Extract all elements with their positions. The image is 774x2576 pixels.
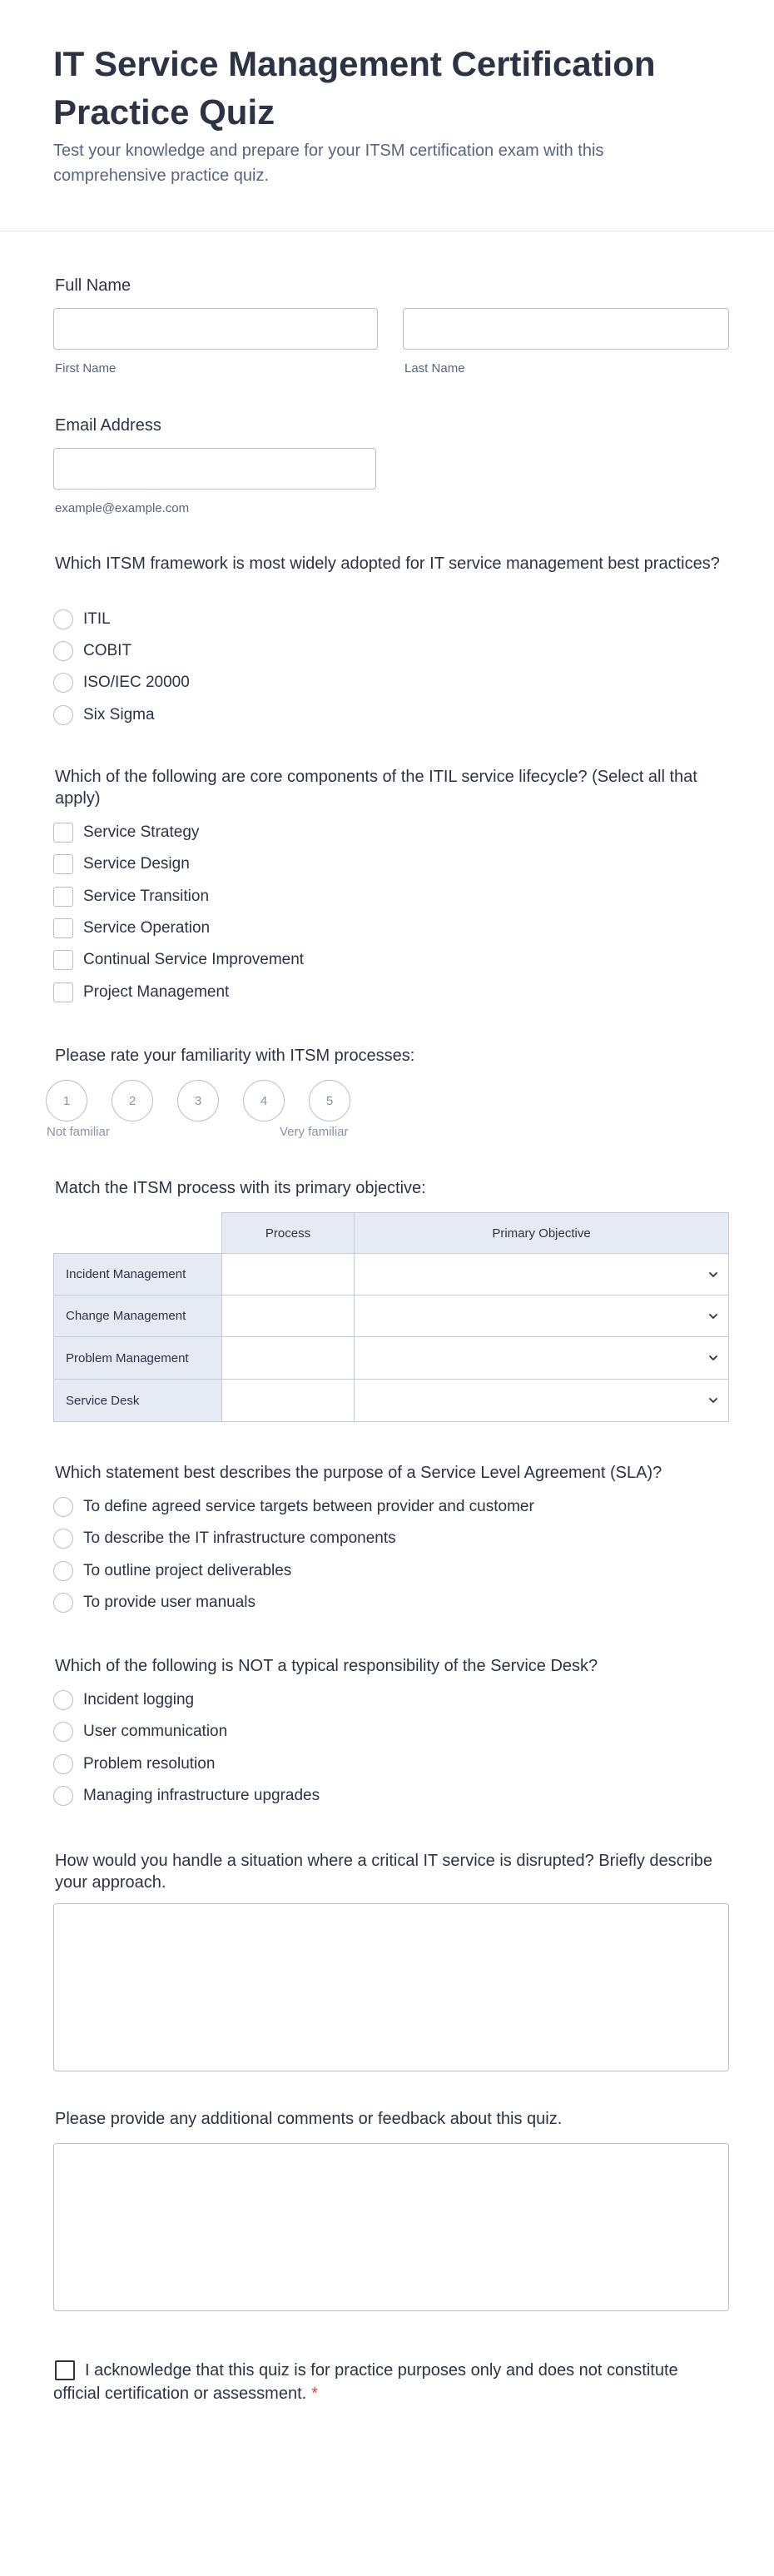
matrix-dropdown[interactable]: [354, 1295, 729, 1337]
radio-button[interactable]: [53, 705, 73, 725]
matrix-cell[interactable]: [221, 1253, 355, 1295]
radio-option-label: Problem resolution: [83, 1755, 216, 1773]
rating-option-5[interactable]: 5: [309, 1080, 350, 1121]
question-sla-label: Which statement best describes the purpose of a Service Level Agreement (SLA)?: [55, 1464, 662, 1482]
checkbox-option-label: Service Operation: [83, 919, 211, 937]
full-name-label: Full Name: [55, 276, 131, 295]
checkbox-option[interactable]: [53, 885, 209, 908]
checkbox-option-label: Project Management: [83, 983, 230, 1001]
last-name-sublabel: Last Name: [404, 361, 465, 375]
matrix-dropdown[interactable]: [354, 1379, 729, 1422]
email-label: Email Address: [55, 416, 161, 435]
matrix-dropdown[interactable]: [354, 1253, 729, 1295]
required-mark: *: [311, 2385, 318, 2403]
email-sublabel: example@example.com: [55, 501, 190, 515]
form-header: [0, 0, 774, 231]
radio-option[interactable]: [53, 1559, 291, 1583]
checkbox[interactable]: [53, 918, 73, 938]
checkbox-option[interactable]: [53, 917, 210, 940]
radio-option-label: Six Sigma: [83, 706, 155, 724]
radio-button[interactable]: [53, 1690, 73, 1710]
radio-button[interactable]: [53, 1722, 73, 1742]
matrix-cell[interactable]: [221, 1336, 355, 1380]
radio-button[interactable]: [53, 1529, 73, 1549]
radio-option[interactable]: [53, 639, 131, 663]
radio-button[interactable]: [53, 1754, 73, 1774]
checkbox[interactable]: [53, 950, 73, 970]
question-framework-label: Which ITSM framework is most widely adopted for IT service management best practices?: [55, 554, 720, 573]
radio-button[interactable]: [53, 1786, 73, 1806]
chevron-down-icon: [708, 1353, 718, 1363]
acknowledge-text: I acknowledge that this quiz is for practice purposes only and does not constitute official certification or assessment.: [53, 2361, 678, 2403]
checkbox[interactable]: [53, 823, 73, 843]
page-title: IT Service Management Certification Practice Quiz: [53, 44, 656, 132]
page-subtitle: Test your knowledge and prepare for your ITSM certification exam with this comprehensive practice quiz.: [53, 142, 604, 185]
radio-option[interactable]: [53, 1720, 227, 1743]
checkbox-option[interactable]: [53, 981, 229, 1004]
radio-option-label: User communication: [83, 1723, 228, 1740]
matrix-col-header: Process: [221, 1212, 355, 1254]
rating-option-2[interactable]: 2: [112, 1080, 153, 1121]
radio-button[interactable]: [53, 641, 73, 661]
question-lifecycle-label: Which of the following are core components of the ITIL service lifecycle? (Select all that apply): [55, 768, 697, 808]
matrix-dropdown[interactable]: [354, 1336, 729, 1380]
radio-option-label: To outline project deliverables: [83, 1562, 292, 1579]
radio-button[interactable]: [53, 609, 73, 629]
checkbox[interactable]: [53, 854, 73, 874]
radio-option[interactable]: [53, 1688, 194, 1712]
radio-option-label: ISO/IEC 20000: [83, 674, 190, 691]
rating-min-caption: Not familiar: [47, 1125, 110, 1139]
checkbox[interactable]: [53, 982, 73, 1002]
matrix-cell[interactable]: [221, 1379, 355, 1422]
checkbox-option[interactable]: [53, 853, 190, 876]
matrix-row-header: Service Desk: [53, 1379, 222, 1422]
matrix-row-header: Incident Management: [53, 1253, 222, 1295]
checkbox-option-label: Service Transition: [83, 888, 210, 905]
radio-button[interactable]: [53, 1497, 73, 1517]
chevron-down-icon: [708, 1395, 718, 1405]
matrix-cell[interactable]: [221, 1295, 355, 1337]
chevron-down-icon: [708, 1270, 718, 1280]
radio-option-label: To define agreed service targets between provider and customer: [83, 1498, 534, 1515]
matrix-label: Match the ITSM process with its primary objective:: [55, 1179, 426, 1197]
acknowledge-label: [53, 2359, 686, 2405]
checkbox-option[interactable]: [53, 948, 304, 972]
checkbox-option-label: Continual Service Improvement: [83, 951, 305, 968]
last-name-input[interactable]: [403, 308, 729, 350]
radio-option-label: To provide user manuals: [83, 1594, 256, 1611]
rating-max-caption: Very familiar: [280, 1125, 349, 1139]
radio-option[interactable]: [53, 1591, 256, 1614]
radio-option-label: ITIL: [83, 610, 111, 628]
first-name-input[interactable]: [53, 308, 378, 350]
radio-option-label: Incident logging: [83, 1691, 195, 1708]
rating-option-4[interactable]: 4: [243, 1080, 285, 1121]
checkbox-option-label: Service Strategy: [83, 823, 200, 841]
question-disruption-label: How would you handle a situation where a critical IT service is disrupted? Briefly describe your approach.: [55, 1852, 713, 1892]
matrix-row-header: Change Management: [53, 1295, 222, 1337]
disruption-approach-textarea[interactable]: [53, 1903, 729, 2071]
chevron-down-icon: [708, 1311, 718, 1321]
question-feedback-label: Please provide any additional comments or feedback about this quiz.: [55, 2110, 563, 2128]
radio-button[interactable]: [53, 673, 73, 693]
radio-option[interactable]: [53, 1495, 534, 1519]
checkbox-option-label: Service Design: [83, 855, 190, 873]
radio-option[interactable]: [53, 671, 190, 694]
radio-option-label: To describe the IT infrastructure components: [83, 1529, 396, 1547]
radio-option-label: Managing infrastructure upgrades: [83, 1787, 320, 1804]
matrix-row-header: Problem Management: [53, 1336, 222, 1380]
radio-button[interactable]: [53, 1593, 73, 1613]
first-name-sublabel: First Name: [55, 361, 117, 375]
radio-option[interactable]: [53, 704, 155, 727]
radio-option-label: COBIT: [83, 642, 132, 659]
matching-matrix: [53, 1212, 729, 1422]
rating-option-3[interactable]: 3: [177, 1080, 219, 1121]
radio-option[interactable]: [53, 1527, 396, 1550]
rating-label: Please rate your familiarity with ITSM processes:: [55, 1047, 415, 1065]
radio-button[interactable]: [53, 1561, 73, 1581]
rating-option-1[interactable]: 1: [46, 1080, 87, 1121]
question-service-desk-label: Which of the following is NOT a typical responsibility of the Service Desk?: [55, 1657, 598, 1675]
email-input[interactable]: [53, 448, 376, 490]
checkbox[interactable]: [53, 887, 73, 907]
radio-option[interactable]: [53, 1753, 215, 1776]
feedback-textarea[interactable]: [53, 2143, 729, 2311]
checkbox-option[interactable]: [53, 821, 199, 844]
matrix-col-header: Primary Objective: [354, 1212, 729, 1254]
radio-option[interactable]: [53, 1784, 320, 1808]
radio-option[interactable]: [53, 608, 111, 631]
